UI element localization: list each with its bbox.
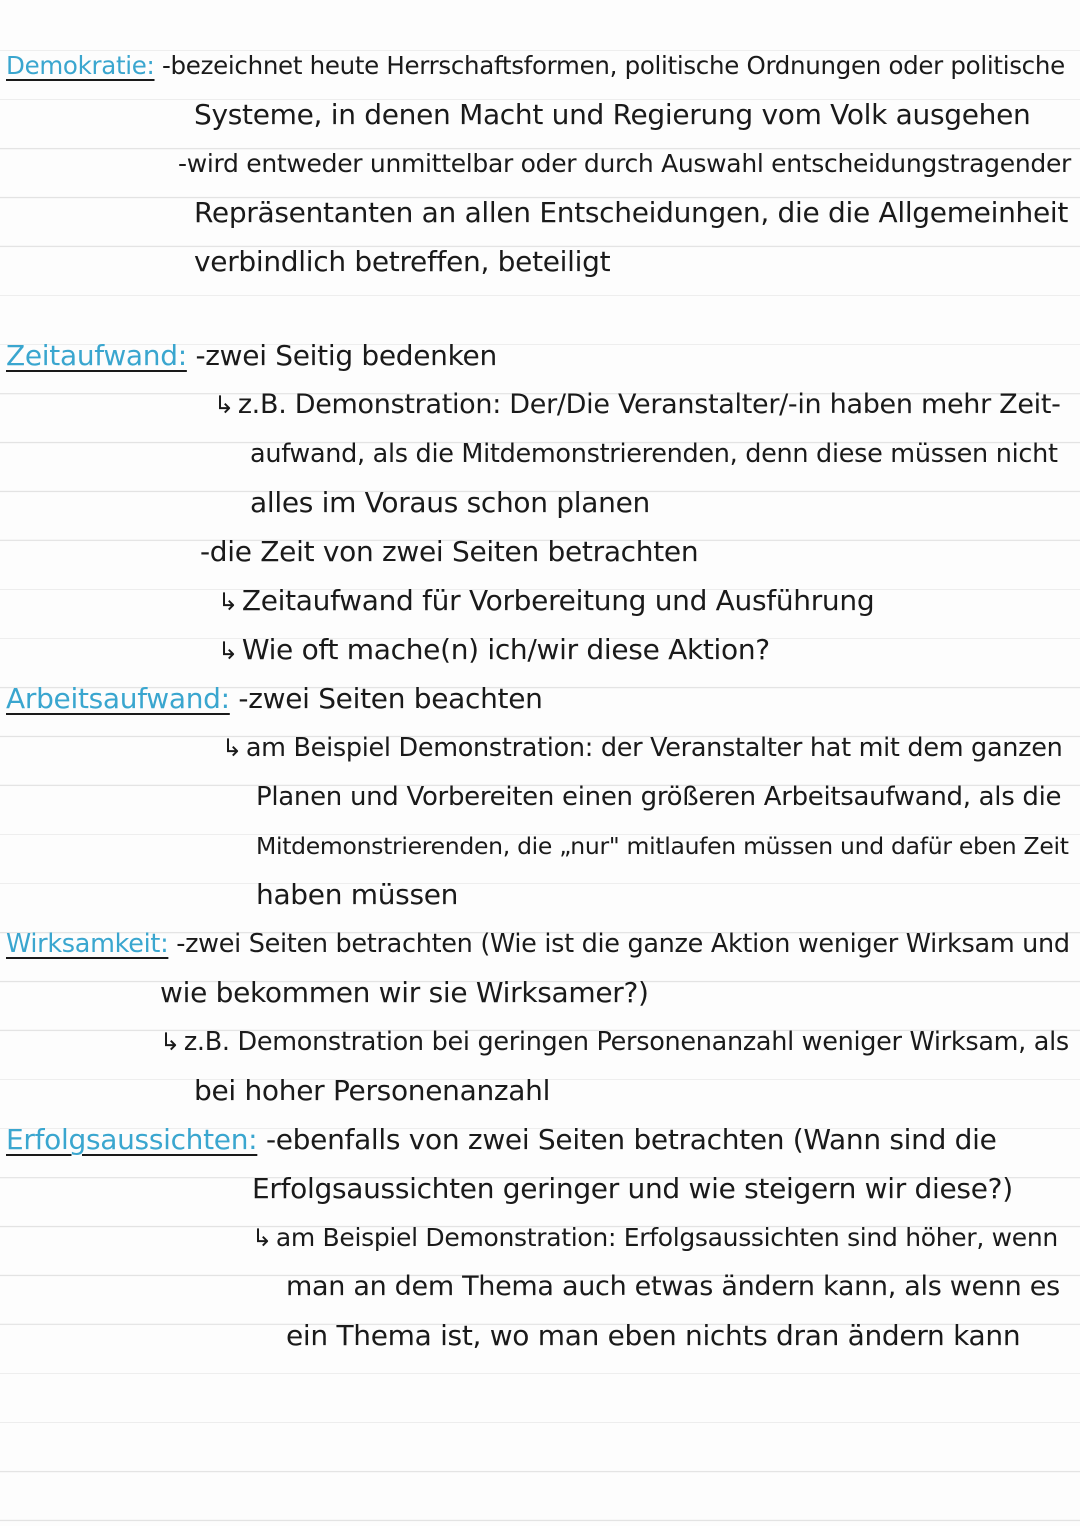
zeitaufwand-text-6: Zeitaufwand für Vorbereitung und Ausführung — [241, 584, 875, 617]
arbeitsaufwand-text-1: -zwei Seiten beachten — [238, 682, 543, 715]
zeitaufwand-text-5: -die Zeit von zwei Seiten betrachten — [200, 535, 699, 568]
zeitaufwand-sub-2 — [218, 632, 770, 669]
zeitaufwand-text-1: -zwei Seitig bedenken — [195, 339, 497, 372]
zeitaufwand-line-1 — [6, 338, 497, 374]
wirksamkeit-text-2: wie bekommen wir sie Wirksamer?) — [160, 976, 649, 1009]
demokratie-text-4: Repräsentanten an allen Entscheidungen, die die Allgemeinheit — [194, 196, 1069, 229]
erfolgsaussichten-text-5: ein Thema ist, wo man eben nichts dran ändern kann — [286, 1319, 1021, 1352]
term-arbeitsaufwand: Arbeitsaufwand: — [6, 682, 230, 715]
zeitaufwand-text-4: alles im Voraus schon planen — [250, 486, 650, 519]
demokratie-text-1: -bezeichnet heute Herrschaftsformen, politische Ordnungen oder politische — [162, 51, 1065, 80]
demokratie-line-1 — [6, 48, 1065, 84]
zeitaufwand-text-2: z.B. Demonstration: Der/Die Veranstalter/-in haben mehr Zeit- — [237, 389, 1061, 420]
term-demokratie: Demokratie: — [6, 51, 155, 80]
term-zeitaufwand: Zeitaufwand: — [6, 339, 187, 372]
curved-arrow-icon: ↳ — [252, 1224, 272, 1252]
demokratie-text-2: Systeme, in denen Macht und Regierung vom Volk ausgehen — [194, 98, 1031, 131]
wirksamkeit-text-3: z.B. Demonstration bei geringen Personenanzahl weniger Wirksam, als — [183, 1027, 1069, 1057]
erfolgsaussichten-line-1 — [6, 1122, 997, 1158]
zeitaufwand-sub-1 — [218, 583, 874, 620]
zeitaufwand-example-line — [214, 387, 1061, 423]
demokratie-text-5: verbindlich betreffen, beteiligt — [194, 245, 611, 278]
curved-arrow-icon: ↳ — [222, 734, 242, 762]
arbeitsaufwand-text-4: Mitdemonstrierenden, die „nur" mitlaufen müssen und dafür eben Zeit — [256, 832, 1069, 860]
zeitaufwand-text-3: aufwand, als die Mitdemonstrierenden, denn diese müssen nicht — [250, 439, 1058, 469]
zeitaufwand-text-7: Wie oft mache(n) ich/wir diese Aktion? — [241, 633, 770, 666]
curved-arrow-icon: ↳ — [214, 391, 234, 419]
erfolgsaussichten-text-4: man an dem Thema auch etwas ändern kann, als wenn es — [286, 1271, 1060, 1302]
wirksamkeit-line-1 — [6, 926, 1070, 962]
erfolgsaussichten-text-3: am Beispiel Demonstration: Erfolgsaussichten sind höher, wenn — [275, 1223, 1058, 1252]
term-erfolgsaussichten: Erfolgsaussichten: — [6, 1123, 258, 1156]
demokratie-text-3: -wird entweder unmittelbar oder durch Auswahl entscheidungstragender — [178, 149, 1072, 178]
arbeitsaufwand-text-3: Planen und Vorbereiten einen größeren Arbeitsaufwand, als die — [256, 782, 1062, 812]
curved-arrow-icon: ↳ — [218, 588, 238, 616]
arbeitsaufwand-line-1 — [6, 681, 543, 717]
curved-arrow-icon: ↳ — [218, 637, 238, 665]
wirksamkeit-text-1: -zwei Seiten betrachten (Wie ist die ganze Aktion weniger Wirksam und — [176, 929, 1070, 959]
erfolgsaussichten-text-2: Erfolgsaussichten geringer und wie steigern wir diese?) — [252, 1172, 1013, 1205]
arbeitsaufwand-example-line — [222, 730, 1062, 766]
erfolgsaussichten-example-line — [252, 1220, 1058, 1256]
erfolgsaussichten-text-1: -ebenfalls von zwei Seiten betrachten (Wann sind die — [265, 1123, 997, 1156]
wirksamkeit-text-4: bei hoher Personenanzahl — [194, 1074, 551, 1107]
term-wirksamkeit: Wirksamkeit: — [6, 929, 169, 959]
wirksamkeit-example-line — [160, 1024, 1069, 1060]
arbeitsaufwand-text-2: am Beispiel Demonstration: der Veranstalter hat mit dem ganzen — [245, 733, 1063, 763]
arbeitsaufwand-text-5: haben müssen — [256, 878, 459, 911]
curved-arrow-icon: ↳ — [160, 1028, 180, 1056]
